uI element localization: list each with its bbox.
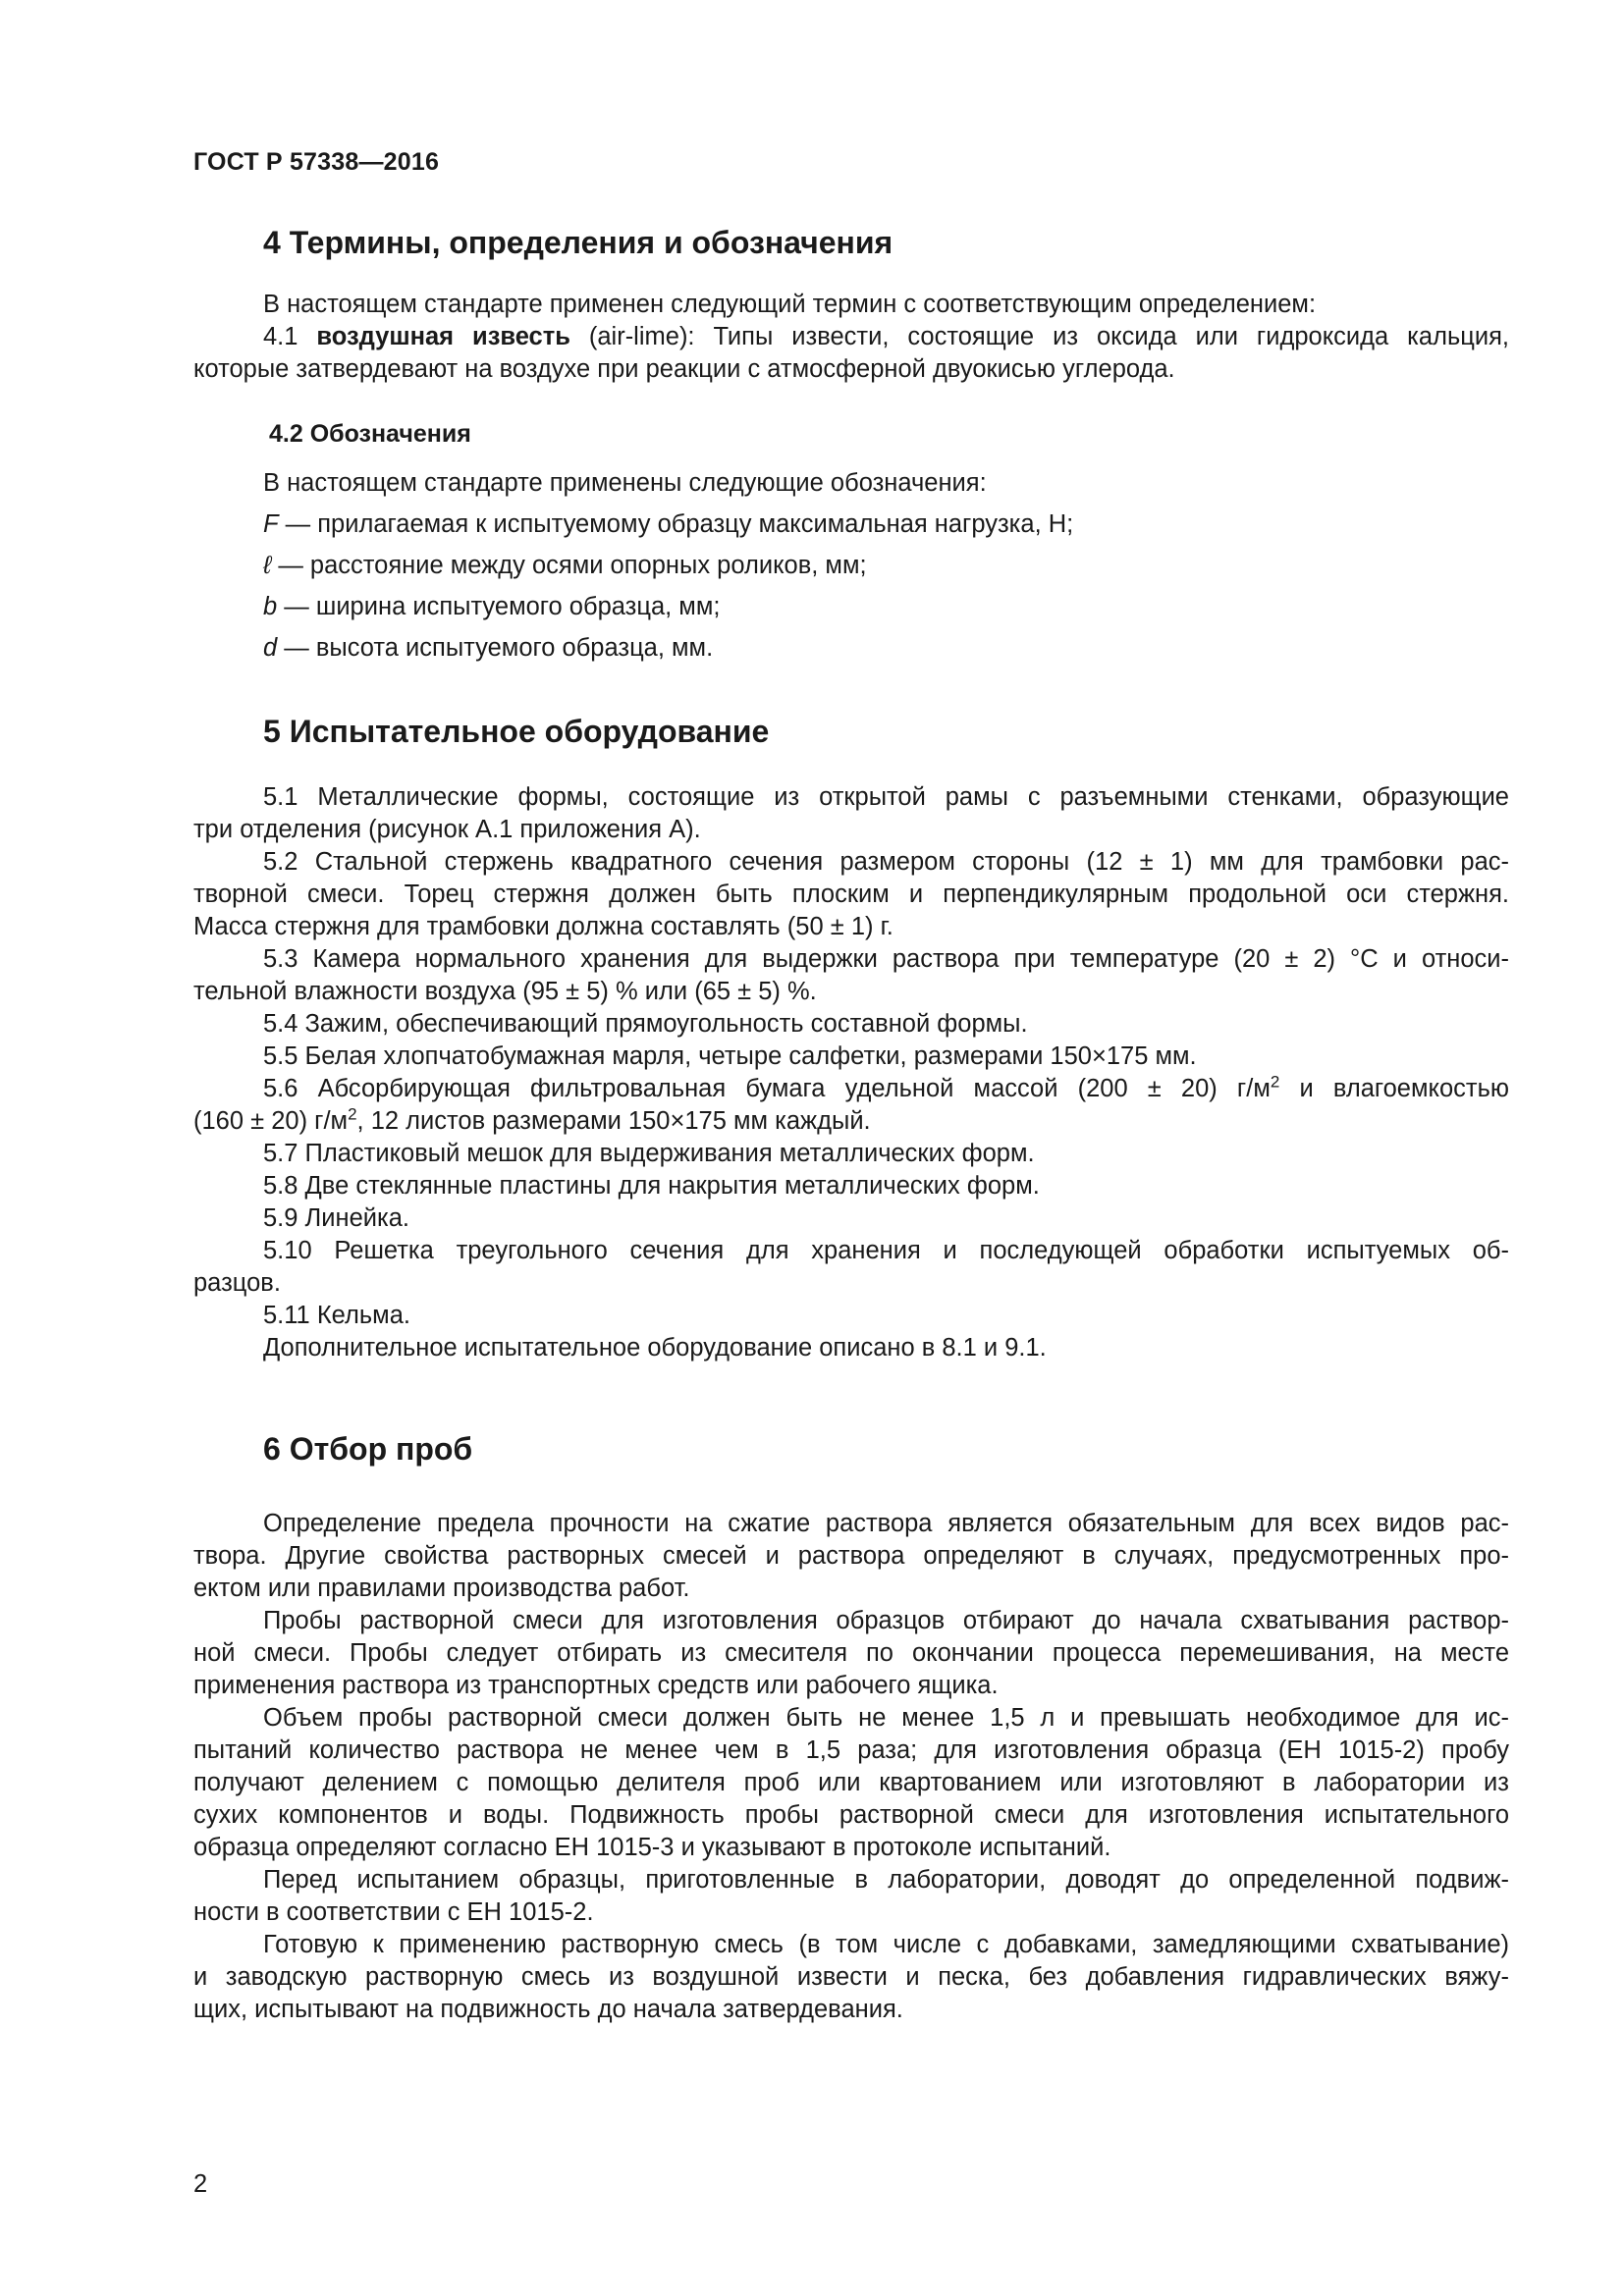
item-5-10-line2: разцов. [193,1269,281,1297]
section-5-body [193,781,1509,1364]
symbol-l: ℓ — расстояние между осями опорных роликов, мм; [263,552,867,579]
sampling-p1-line1: Определение предела прочности на сжатие раствора является обязательным для всех видов рас- [263,1510,1509,1537]
item-5-6-line1: 5.6 Абсорбирующая фильтровальная бумага удельной массой (200 ± 20) $г/м^2$ и влагоемкостью [263,1072,1509,1102]
sampling-p3-line1: Объем пробы растворной смеси должен быть не менее 1,5 л и превышать необходимое для ис- [263,1704,1509,1732]
item-5-10-line1: 5.10 Решетка треугольного сечения для хранения и последующей обработки испытуемых об- [263,1237,1509,1264]
item-5-9: 5.9 Линейка. [263,1204,410,1232]
definition-4-1 [193,321,1509,386]
sampling-p2-line1: Пробы растворной смеси для изготовления образцов отбирают до начала схватывания раствор- [263,1607,1509,1634]
item-5-2-line3: Масса стержня для трамбовки должна составлять (50 ± 1) г. [193,913,893,940]
sampling-p5-line3: щих, испытывают на подвижность до начала затвердевания. [193,1996,903,2023]
item-5-1-line2: три отделения (рисунок А.1 приложения А). [193,816,701,843]
sampling-p2-line3: применения раствора из транспортных средств или рабочего ящика. [193,1672,999,1699]
sampling-p3-line4: сухих компонентов и воды. Подвижность пробы растворной смеси для изготовления испытательного [193,1801,1509,1829]
section-6-title: 6 Отбор проб [263,1431,473,1467]
symbol-b: b — ширина испытуемого образца, мм; [263,593,721,620]
sampling-p4-line1: Перед испытанием образцы, приготовленные в лаборатории, доводят до определенной подвиж- [263,1866,1509,1894]
sampling-p3-line3: получают делением с помощью делителя проб или квартованием или изготовляют в лаборатории из [193,1769,1509,1796]
page-number: 2 [193,2170,208,2198]
item-5-3-line2: тельной влажности воздуха (95 ± 5) % или (65 ± 5) %. [193,978,817,1005]
item-5-1-line1: 5.1 Металлические формы, состоящие из открытой рамы с разъемными стенками, образующие [263,783,1509,811]
item-5-4: 5.4 Зажим, обеспечивающий прямоугольность составной формы. [263,1010,1028,1038]
item-5-2-line2: творной смеси. Торец стержня должен быть плоским и перпендикулярным продольной оси стержня. [193,881,1509,908]
item-5-6-line2: (160 ± 20) $г/м^2$, 12 листов размерами 150×175 мм каждый. [193,1104,871,1135]
section-6-body [193,1508,1509,2026]
section-4-title: 4 Термины, определения и обозначения [263,225,893,260]
definition-4-1-line2: которые затвердевают на воздухе при реакции с атмосферной двуокисью углерода. [193,355,1175,383]
sampling-p3-line5: образца определяют согласно ЕН 1015-3 и указывают в протоколе испытаний. [193,1834,1111,1861]
sampling-p1-line2: твора. Другие свойства растворных смесей и раствора определяют в случаях, предусмотренных про- [193,1542,1509,1570]
subsection-4-2-intro: В настоящем стандарте применены следующие обозначения: [263,469,987,497]
section-5-title: 5 Испытательное оборудование [263,714,770,749]
additional-equipment-note: Дополнительное испытательное оборудование описано в 8.1 и 9.1. [263,1334,1047,1362]
symbol-d: d — высота испытуемого образца, мм. [263,634,714,662]
sampling-p1-line3: ектом или правилами производства работ. [193,1575,690,1602]
symbol-f: F — прилагаемая к испытуемому образцу максимальная нагрузка, Н; [263,510,1074,538]
sampling-p5-line2: и заводскую растворную смесь из воздушной извести и песка, без добавления гидравлических вяжу- [193,1963,1509,1991]
sampling-p4-line2: ности в соответствии с ЕН 1015-2. [193,1898,594,1926]
sampling-p2-line2: ной смеси. Пробы следует отбирать из смесителя по окончании процесса перемешивания, на месте [193,1639,1509,1667]
item-5-8: 5.8 Две стеклянные пластины для накрытия металлических форм. [263,1172,1040,1200]
section-4-intro: В настоящем стандарте применен следующий термин с соответствующим определением: [263,291,1317,318]
item-5-11: 5.11 Кельма. [263,1302,410,1329]
item-5-3-line1: 5.3 Камера нормального хранения для выдержки раствора при температуре (20 ± 2) °С и относи- [263,945,1509,973]
sampling-p3-line2: пытаний количество раствора не менее чем в 1,5 раза; для изготовления образца (ЕН 1015-2) пробу [193,1736,1509,1764]
item-5-7: 5.7 Пластиковый мешок для выдерживания металлических форм. [263,1140,1035,1167]
definition-4-1-line1: 4.1 воздушная известь (air-lime): Типы извести, состоящие из оксида или гидроксида кальция, [263,323,1509,350]
sampling-p5-line1: Готовую к применению растворную смесь (в том числе с добавками, замедляющими схватывание) [263,1931,1509,1958]
term-air-lime: воздушная известь [316,323,570,350]
item-5-5: 5.5 Белая хлопчатобумажная марля, четыре салфетки, размерами 150×175 мм. [263,1042,1197,1070]
item-5-2-line1: 5.2 Стальной стержень квадратного сечения размером стороны (12 ± 1) мм для трамбовки рас- [263,848,1509,876]
document-header: ГОСТ Р 57338—2016 [193,148,440,176]
subsection-4-2-title: 4.2 Обозначения [269,420,471,448]
